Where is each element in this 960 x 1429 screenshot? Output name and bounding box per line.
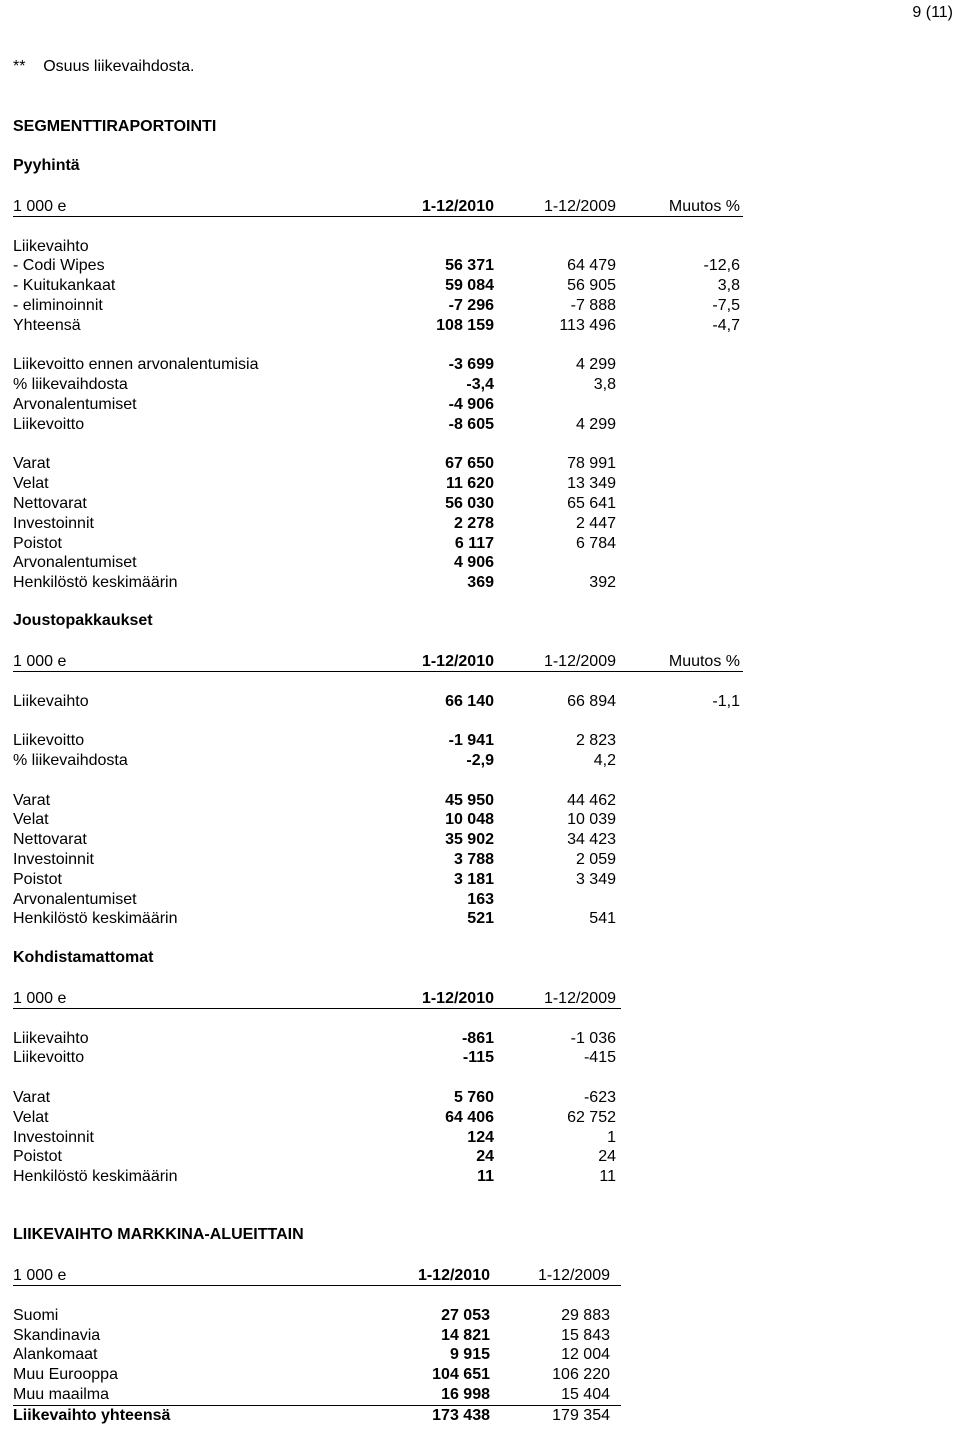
row-label: Poistot <box>13 1148 62 1166</box>
value-2010: -3 699 <box>448 356 494 374</box>
value-2010: 67 650 <box>445 455 494 473</box>
value-2010: 11 620 <box>445 475 494 493</box>
table-row <box>13 514 743 534</box>
value-2010: 56 030 <box>445 494 494 512</box>
value-2010: -861 <box>461 1029 494 1047</box>
value-2010: 369 <box>467 574 494 592</box>
value-2010: 2 278 <box>453 514 494 532</box>
value-2009: 392 <box>589 574 616 592</box>
segment-joustopakkaukset <box>13 612 743 929</box>
value-2009: 11 <box>599 1168 616 1186</box>
value-2010: 66 140 <box>445 692 494 710</box>
value-2010: 108 159 <box>436 316 494 334</box>
table-row <box>13 1147 621 1167</box>
row-label: 1 000 e <box>13 989 67 1007</box>
value-2010: -3,4 <box>466 376 494 394</box>
value-2009: 2 059 <box>575 850 616 868</box>
row-label: Henkilöstö keskimäärin <box>13 1168 178 1186</box>
table-header-row <box>13 652 743 672</box>
table-row <box>13 731 743 751</box>
table-row <box>13 810 743 830</box>
row-label: % liikevaihdosta <box>13 376 128 394</box>
table-row <box>13 415 743 435</box>
table-row <box>13 1345 621 1365</box>
row-label: Varat <box>13 455 51 473</box>
value-2009: 56 905 <box>567 277 616 295</box>
value-2009: 4,2 <box>593 751 616 769</box>
value-2009: 66 894 <box>567 692 616 710</box>
table-row <box>13 316 743 336</box>
row-label: 1 000 e <box>13 652 67 670</box>
page-number: 9 (11) <box>912 4 953 21</box>
value-2009: 65 641 <box>567 494 616 512</box>
segment-title: Kohdistamattomat <box>13 949 154 966</box>
value-2009: 4 299 <box>575 415 616 433</box>
table-row <box>13 534 743 554</box>
value-2010: 9 915 <box>449 1346 490 1364</box>
row-label: Liikevaihto yhteensä <box>13 1406 171 1424</box>
table-row <box>13 296 743 316</box>
table-row <box>13 830 743 850</box>
value-2010: -8 605 <box>448 415 494 433</box>
value-2009: -415 <box>583 1049 616 1067</box>
table-row <box>13 256 743 276</box>
table-header-row <box>13 197 743 217</box>
row-label: Skandinavia <box>13 1326 101 1344</box>
table-row <box>13 1088 621 1108</box>
table-row <box>13 890 743 910</box>
value-2009: 1-12/2009 <box>543 989 616 1007</box>
value-2009: 3 349 <box>575 870 616 888</box>
value-2009: 10 039 <box>567 811 616 829</box>
table-row <box>13 1365 621 1385</box>
value-2010: -4 906 <box>448 395 494 413</box>
table-row <box>13 1029 621 1049</box>
market-table <box>13 1266 621 1426</box>
value-2009: 62 752 <box>567 1108 616 1126</box>
table-row <box>13 1048 621 1068</box>
value-2009: 6 784 <box>575 534 616 552</box>
value-2010: 27 053 <box>441 1306 490 1324</box>
row-label: Varat <box>13 791 51 809</box>
row-label: Liikevoitto ennen arvonalentumisia <box>13 356 259 374</box>
value-2010: 104 651 <box>432 1366 490 1384</box>
row-label: Muu maailma <box>13 1385 110 1403</box>
row-label: Poistot <box>13 870 62 888</box>
row-label: Yhteensä <box>13 316 81 334</box>
row-label: Investoinnit <box>13 514 94 532</box>
segment-pyyhinta <box>13 157 743 593</box>
row-label: Suomi <box>13 1306 59 1324</box>
value-2009: 179 354 <box>552 1406 610 1424</box>
table-row <box>13 1108 621 1128</box>
table-row <box>13 870 743 890</box>
value-2009: 64 479 <box>567 257 616 275</box>
row-label: Arvonalentumiset <box>13 554 137 572</box>
value-2010: 10 048 <box>445 811 494 829</box>
value-2010: 1-12/2010 <box>421 197 494 215</box>
table-row <box>13 474 743 494</box>
table-row <box>13 355 743 375</box>
table-total-row <box>13 1405 621 1426</box>
value-2010: 3 788 <box>453 850 494 868</box>
table-row <box>13 791 743 811</box>
value-2010: 1-12/2010 <box>421 652 494 670</box>
footnote: ** Osuus liikevaihdosta. <box>13 58 195 75</box>
row-label: 1 000 e <box>13 1267 67 1284</box>
row-label: Investoinnit <box>13 1128 94 1146</box>
value-2009: 12 004 <box>561 1346 610 1364</box>
value-2010: 4 906 <box>453 554 494 572</box>
row-label: Alankomaat <box>13 1346 98 1364</box>
value-change-pct: -7,5 <box>712 296 740 314</box>
value-2009: -623 <box>583 1088 616 1106</box>
table-row <box>13 494 743 514</box>
table-row <box>13 850 743 870</box>
row-label: Poistot <box>13 534 62 552</box>
table-header-row <box>13 989 621 1009</box>
value-2009: 78 991 <box>567 455 616 473</box>
value-2009: 24 <box>598 1148 616 1166</box>
value-2009: 3,8 <box>593 376 616 394</box>
row-label: Velat <box>13 811 49 829</box>
value-2009: -1 036 <box>570 1029 616 1047</box>
value-2009: 13 349 <box>567 475 616 493</box>
value-2010: 45 950 <box>445 791 494 809</box>
value-change-pct: -1,1 <box>712 692 740 710</box>
row-label: % liikevaihdosta <box>13 751 128 769</box>
value-2009: 1-12/2009 <box>537 1267 610 1284</box>
row-label: Liikevaihto <box>13 1029 89 1047</box>
table-row <box>13 751 743 771</box>
value-2010: 124 <box>467 1128 494 1146</box>
row-label: Varat <box>13 1088 51 1106</box>
value-2009: 34 423 <box>567 831 616 849</box>
table-row <box>13 375 743 395</box>
value-2009: 4 299 <box>575 356 616 374</box>
table-header-row <box>13 1266 621 1286</box>
value-change-pct: Muutos % <box>668 652 740 670</box>
value-2010: 24 <box>476 1148 494 1166</box>
table-row <box>13 395 743 415</box>
value-2010: 163 <box>467 890 494 908</box>
table-row <box>13 237 743 257</box>
row-label: Liikevaihto <box>13 692 89 710</box>
value-2010: 5 760 <box>453 1088 494 1106</box>
value-2010: 1-12/2010 <box>421 989 494 1007</box>
row-label: Liikevoitto <box>13 1049 85 1067</box>
value-2010: -1 941 <box>448 732 494 750</box>
value-2009: 29 883 <box>561 1306 610 1324</box>
value-change-pct: -4,7 <box>712 316 740 334</box>
row-label: Arvonalentumiset <box>13 395 137 413</box>
value-2010: -7 296 <box>448 296 494 314</box>
row-label: Liikevoitto <box>13 415 85 433</box>
value-2010: 35 902 <box>445 831 494 849</box>
value-2010: 1-12/2010 <box>417 1267 490 1284</box>
row-label: Investoinnit <box>13 850 94 868</box>
segment-table <box>13 989 621 1187</box>
row-label: Velat <box>13 475 49 493</box>
value-2009: 106 220 <box>552 1366 610 1384</box>
main-title: SEGMENTTIRAPORTOINTI <box>13 118 217 135</box>
row-label: - Codi Wipes <box>13 257 105 275</box>
value-2009: 1-12/2009 <box>543 197 616 215</box>
value-2010: 64 406 <box>445 1108 494 1126</box>
value-2009: 44 462 <box>567 791 616 809</box>
value-2009: 2 823 <box>575 732 616 750</box>
row-label: Henkilöstö keskimäärin <box>13 574 178 592</box>
value-change-pct: Muutos % <box>668 197 740 215</box>
row-label: Muu Eurooppa <box>13 1366 118 1384</box>
row-label: Liikevaihto <box>13 237 89 255</box>
table-row <box>13 276 743 296</box>
table-row <box>13 1326 621 1346</box>
value-2010: 6 117 <box>454 534 494 552</box>
segment-table <box>13 652 743 929</box>
value-2010: 59 084 <box>445 277 494 295</box>
table-row <box>13 1306 621 1326</box>
value-2009: 15 404 <box>561 1385 610 1403</box>
table-row <box>13 1128 621 1148</box>
value-2009: 541 <box>589 910 616 928</box>
row-label: - eliminoinnit <box>13 296 103 314</box>
row-label: Henkilöstö keskimäärin <box>13 910 178 928</box>
value-2010: 11 <box>477 1168 494 1186</box>
table-row <box>13 573 743 593</box>
row-label: - Kuitukankaat <box>13 277 116 295</box>
segment-title: Joustopakkaukset <box>13 612 153 629</box>
segment-title: Pyyhintä <box>13 157 80 174</box>
value-2010: 16 998 <box>441 1385 490 1403</box>
value-change-pct: -12,6 <box>703 257 740 275</box>
row-label: Nettovarat <box>13 494 87 512</box>
value-2009: 1 <box>607 1128 616 1146</box>
table-row <box>13 553 743 573</box>
row-label: Liikevoitto <box>13 732 85 750</box>
value-2010: 521 <box>467 910 494 928</box>
value-2009: 15 843 <box>561 1326 610 1344</box>
segment-table <box>13 197 743 593</box>
row-label: 1 000 e <box>13 197 67 215</box>
table-row <box>13 1167 621 1187</box>
market-title: LIIKEVAIHTO MARKKINA-ALUEITTAIN <box>13 1226 304 1243</box>
table-row <box>13 909 743 929</box>
value-2009: 2 447 <box>575 514 616 532</box>
table-row <box>13 1385 621 1405</box>
value-2009: -7 888 <box>570 296 616 314</box>
value-2010: 3 181 <box>453 870 494 888</box>
value-2010: 14 821 <box>441 1326 490 1344</box>
value-2010: -2,9 <box>466 751 494 769</box>
row-label: Velat <box>13 1108 49 1126</box>
segment-kohdistamattomat <box>13 949 621 1187</box>
value-2010: 56 371 <box>445 257 494 275</box>
segment-markkina <box>13 1266 621 1426</box>
row-label: Arvonalentumiset <box>13 890 137 908</box>
value-2010: 173 438 <box>432 1406 490 1424</box>
value-change-pct: 3,8 <box>717 277 740 295</box>
table-row <box>13 454 743 474</box>
table-row <box>13 692 743 712</box>
value-2010: -115 <box>462 1049 494 1067</box>
row-label: Nettovarat <box>13 831 87 849</box>
value-2009: 113 496 <box>559 316 616 334</box>
value-2009: 1-12/2009 <box>543 652 616 670</box>
